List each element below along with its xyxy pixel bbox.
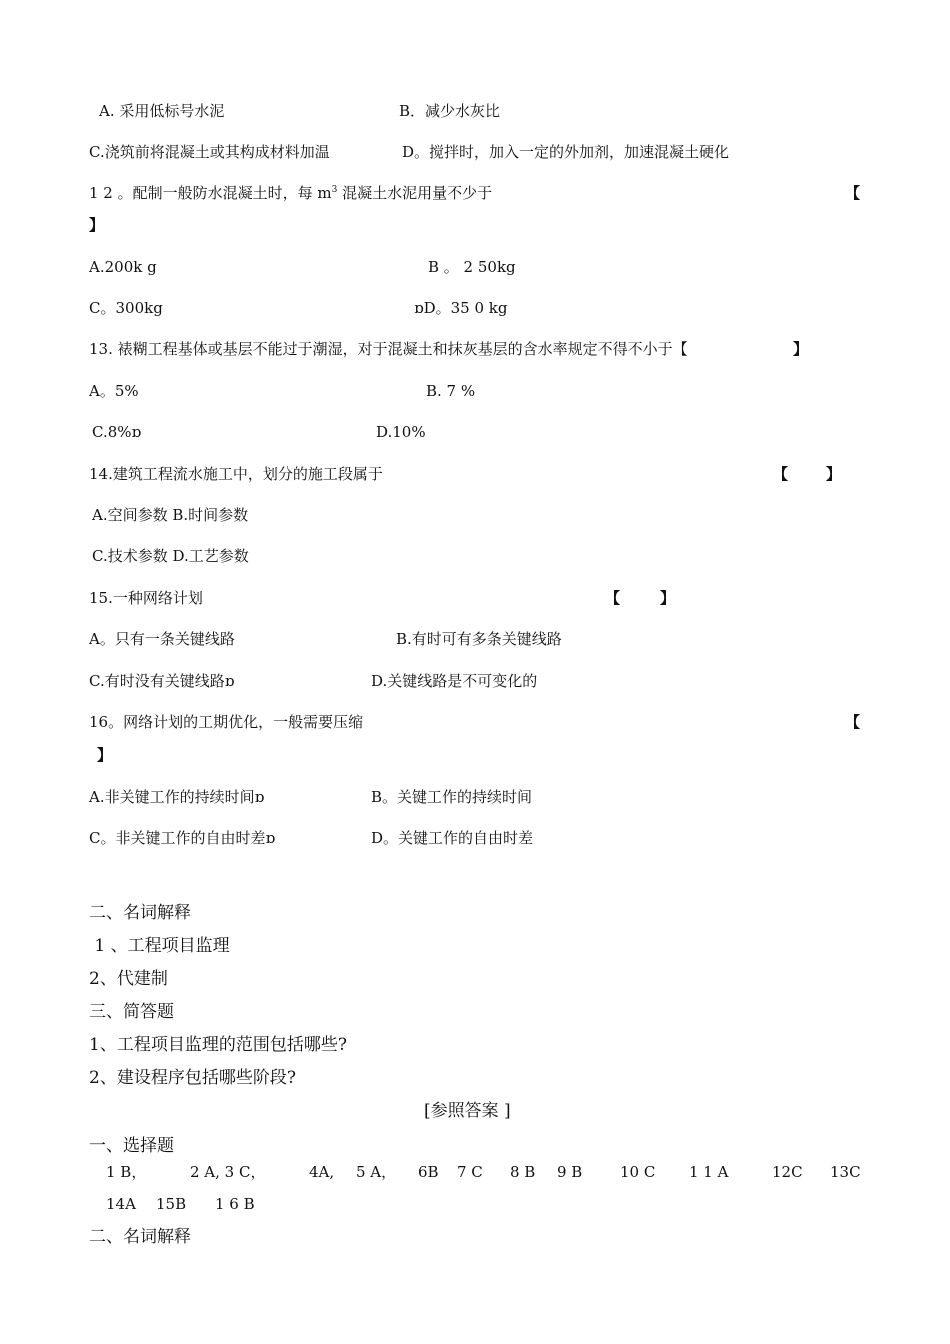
section3-title: 三、简答题 (89, 1002, 174, 1022)
q12-bracket-open: 【 (845, 184, 861, 202)
q12-bracket-close: 】 (89, 216, 105, 234)
answer-9: 9 B (557, 1163, 583, 1181)
answer-16: 1 6 B (215, 1195, 255, 1213)
q16-stem: 16。网络计划的工期优化，一般需要压缩 (89, 713, 364, 731)
answer-2-3: 2 A, 3 C， (190, 1163, 266, 1181)
q16-option-c: C。非关键工作的自由时差ɒ (89, 829, 276, 847)
q13-stem: 13. 裱糊工程基体或基层不能过于潮湿，对于混凝土和抹灰基层的含水率规定不得不小于【 (89, 340, 688, 358)
q12-stem (89, 183, 492, 203)
answers-title: [参照答案 ] (424, 1101, 511, 1121)
answer-5: 5 A， (356, 1163, 397, 1181)
q14-options-cd: C.技术参数 D.工艺参数 (92, 547, 249, 565)
q16-option-a: A.非关键工作的持续时间ɒ (89, 788, 265, 806)
q11-option-a: A. 采用低标号水泥 (99, 102, 225, 120)
q16-option-b: B。关键工作的持续时间 (371, 788, 533, 806)
q15-option-d: D.关键线路是不可变化的 (371, 672, 538, 690)
q12-option-d: ɒD。35 0 kg (414, 299, 508, 317)
q13-option-a: A。5% (89, 382, 139, 400)
answers-section2-title: 二、名词解释 (89, 1227, 191, 1247)
answer-12: 12C (772, 1163, 803, 1181)
q14-stem: 14.建筑工程流水施工中，划分的施工段属于 (89, 465, 383, 483)
q11-option-c: C.浇筑前将混凝土或其构成材料加温 (89, 143, 330, 161)
q12-option-b: B 。 2 50kg (428, 258, 516, 276)
q13-option-d: D.10% (376, 423, 426, 441)
q16-bracket-open: 【 (845, 713, 861, 731)
q13-bracket-close: 】 (793, 340, 809, 358)
q14-options-ab: A.空间参数 B.时间参数 (92, 506, 249, 524)
answer-6: 6B (418, 1163, 439, 1181)
answer-8: 8 B (510, 1163, 536, 1181)
q13-option-b: B. 7 % (426, 382, 476, 400)
answers-section1-title: 一、选择题 (89, 1136, 174, 1156)
q15-option-a: A。只有一条关键线路 (89, 630, 235, 648)
answer-14: 14A (106, 1195, 136, 1213)
q16-option-d: D。关键工作的自由时差 (371, 829, 534, 847)
q11-option-d: D。搅拌时，加入一定的外加剂，加速混凝土硬化 (402, 143, 730, 161)
answer-13: 13C (830, 1163, 861, 1181)
q12-stem-pre: 1 2 。配制一般防水混凝土时，每 m (89, 184, 332, 202)
section3-item-1: 1、工程项目监理的范围包括哪些? (89, 1035, 347, 1055)
q12-stem-post: 混凝土水泥用量不少于 (337, 184, 493, 202)
answer-11: 1 1 A (689, 1163, 729, 1181)
q15-option-c: C.有时没有关键线路ɒ (89, 672, 235, 690)
q14-bracket-close: 】 (826, 465, 842, 483)
q15-bracket-close: 】 (660, 589, 676, 607)
q14-bracket-open: 【 (773, 465, 789, 483)
q15-stem: 15.一种网络计划 (89, 589, 203, 607)
q12-stem-superscript: 3 (331, 185, 338, 195)
section2-title: 二、名词解释 (89, 903, 191, 923)
section3-item-2: 2、建设程序包括哪些阶段? (89, 1068, 296, 1088)
answer-15: 15B (156, 1195, 187, 1213)
section2-item-2: 2、代建制 (89, 969, 168, 989)
q15-option-b: B.有时可有多条关键线路 (396, 630, 562, 648)
section2-item-1: 1 、工程项目监理 (89, 936, 230, 956)
answer-10: 10 C (620, 1163, 656, 1181)
q11-option-b: B．减少水灰比 (399, 102, 501, 120)
answer-4: 4A, (309, 1163, 335, 1181)
q16-bracket-close: 】 (97, 746, 113, 764)
q15-bracket-open: 【 (605, 589, 621, 607)
q13-option-c: C.8%ɒ (92, 423, 142, 441)
answer-7: 7 C (457, 1163, 483, 1181)
answer-1: 1 B， (106, 1163, 147, 1181)
q12-option-a: A.200k g (89, 258, 157, 276)
q12-option-c: C。300kg (89, 299, 163, 317)
